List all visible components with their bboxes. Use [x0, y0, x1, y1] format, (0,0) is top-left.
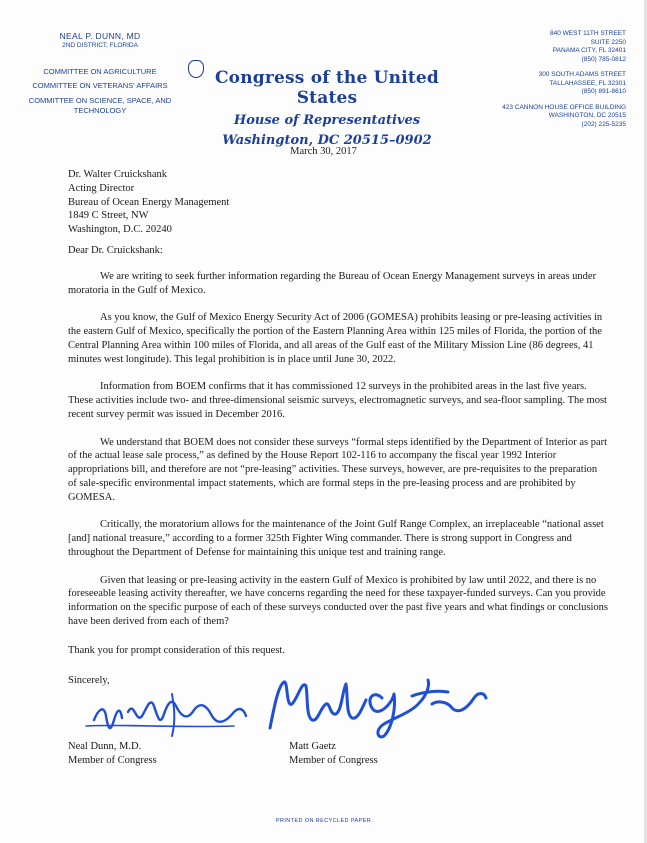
office-phone: (202) 225-5235: [581, 120, 626, 128]
office-line: WASHINGTON, DC 20515: [548, 112, 626, 119]
body-paragraph: Given that leasing or pre-leasing activity in the eastern Gulf of Mexico is prohibited by law until 2022, and there is no foreseeable leasing activity thereafter, we have concerns regarding the need for these taxpayer-funded surveys. Can you provide information on the specific purpose of each of these surveys conducted over the past five years and what findings or conclusions have been derived from each of them?: [68, 574, 609, 627]
recipient-organization: Bureau of Ocean Energy Management: [68, 196, 230, 208]
signature-dunn: [84, 676, 254, 748]
office-washington: [476, 104, 626, 130]
committee-agriculture: COMMITTEE ON AGRICULTURE: [43, 67, 157, 76]
body-paragraph: Information from BOEM confirms that it has commissioned 12 surveys in the prohibited areas in the last five years. These activities include two- and three-dimensional seismic surveys, electromagnetic surveys, and sea-floor sampling. The most recent survey permit was issued in December 2016.: [68, 381, 607, 420]
office-line: PANAMA CITY, FL 32401: [552, 47, 626, 54]
signature-gaetz: [262, 668, 492, 742]
signer-gaetz: [289, 740, 378, 768]
recipient-title: Acting Director: [68, 182, 135, 194]
committee-science: COMMITTEE ON SCIENCE, SPACE, AND TECHNOLOGY: [28, 96, 172, 115]
signer-dunn: [68, 740, 157, 768]
office-panama-city: [476, 30, 626, 64]
office-tallahassee: [476, 71, 626, 97]
letterhead-city: Washington, DC 20515–0902: [222, 133, 432, 148]
committee-veterans-affairs: COMMITTEE ON VETERANS' AFFAIRS: [32, 81, 168, 90]
member-name: NEAL P. DUNN, MD: [59, 31, 141, 41]
letterhead-offices: [476, 30, 626, 129]
letterhead-chamber: House of Representatives: [233, 113, 421, 128]
signer-title: Member of Congress: [68, 754, 157, 766]
letterhead-title-block: [182, 68, 472, 148]
salutation: Dear Dr. Cruickshank:: [68, 245, 163, 256]
recipient-address: [68, 168, 229, 237]
recipient-street: 1849 C Street, NW: [68, 210, 149, 222]
letter-date: March 30, 2017: [290, 146, 357, 157]
office-line: TALLAHASSEE, FL 32301: [549, 79, 626, 87]
recipient-city: Washington, D.C. 20240: [68, 224, 172, 236]
sign-off: Sincerely,: [68, 675, 110, 686]
signer-name: Neal Dunn, M.D.: [68, 741, 142, 752]
body-paragraph: Critically, the moratorium allows for the maintenance of the Joint Gulf Range Complex, an irreplaceable “national asset [and] national treasure,” according to a former 325th Fighter Wing commander. There is strong support in Congress and throughout the Department of Defense for maintaining this unique test and training range.: [68, 519, 604, 558]
letterhead-title: Congress of the United States: [214, 68, 440, 108]
recycled-paper-footer: PRINTED ON RECYCLED PAPER: [275, 818, 372, 824]
body-paragraph: We understand that BOEM does not consider these surveys “formal steps identified by the Department of Interior as part of the actual lease sale process,” as defined by the House Report 102-116 to accompany the fiscal year 1992 Interior appropriations bill, and therefore are not “pre-leasing” activities. These surveys, however, are pre-requisites to the preparation of sale-specific environmental impact statements, which are formal steps in the pre-leasing process and are prohibited by GOMESA.: [68, 436, 608, 503]
office-line: 423 CANNON HOUSE OFFICE BUILDING: [502, 103, 626, 111]
office-line: SUITE 2250: [590, 38, 626, 46]
office-phone: (850) 891-8610: [581, 88, 626, 95]
member-district: 2ND DISTRICT, FLORIDA: [62, 42, 138, 49]
body-paragraph: As you know, the Gulf of Mexico Energy Security Act of 2006 (GOMESA) prohibits leasing or pre-leasing activities in the eastern Gulf of Mexico, specifically the portion of the Eastern Planning Area within 125 miles of Florida, the portion of the Central Planning Area within 100 miles of Florida, and all areas of the Gulf east of the Military Mission Line (86 degrees, 41 minutes west longitude). This legal prohibition is in place until June 30, 2022.: [68, 312, 603, 365]
signer-name: Matt Gaetz: [289, 741, 336, 752]
recipient-name: Dr. Walter Cruickshank: [68, 169, 167, 180]
body-paragraph: We are writing to seek further information regarding the Bureau of Ocean Energy Management surveys in areas under moratoria in the Gulf of Mexico.: [68, 271, 597, 296]
office-phone: (850) 785-0812: [581, 55, 626, 63]
closing-line: Thank you for prompt consideration of this request.: [68, 645, 285, 656]
office-line: 300 SOUTH ADAMS STREET: [538, 71, 626, 78]
letter-body: [68, 270, 608, 643]
office-line: 840 WEST 11TH STREET: [550, 30, 626, 37]
signer-title: Member of Congress: [289, 754, 378, 766]
letterhead-member-block: [20, 31, 180, 116]
